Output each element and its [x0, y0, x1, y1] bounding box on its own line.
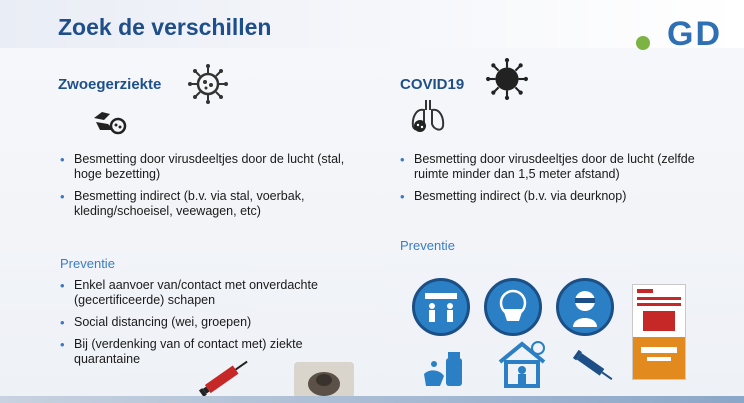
logo-text: GD [667, 15, 722, 53]
list-item: • Besmetting indirect (b.v. via deurknop) [400, 189, 720, 204]
gd-logo [632, 14, 722, 54]
left-heading: Zwoegerziekte [58, 76, 162, 93]
face-mask-icon [484, 278, 542, 336]
list-item: • Besmetting door virusdeeltjes door de lucht (stal, hoge bezetting) [60, 152, 360, 182]
virus-icon [486, 58, 528, 100]
slide-title: Zoek de verschillen [58, 14, 272, 40]
right-heading: COVID19 [400, 76, 465, 93]
list-item: • Besmetting indirect (b.v. via stal, voerbak, kleding/schoeisel, veewagen, etc) [60, 189, 360, 219]
list-item: • Enkel aanvoer van/contact met onverdachte (gecertificeerde) schapen [60, 278, 370, 308]
list-item: • Social distancing (wei, groepen) [60, 315, 370, 330]
syringe-icon [194, 356, 256, 398]
sheep-photo [294, 362, 354, 398]
list-item: • Besmetting door virusdeeltjes door de lucht (zelfde ruimte minder dan 1,5 meter afstand) [400, 152, 720, 182]
bottom-strip [0, 396, 744, 403]
social-distance-icon [412, 278, 470, 336]
syringe-icon [568, 344, 618, 388]
right-bullets [400, 152, 720, 211]
virus-icon [188, 64, 228, 104]
handwash-icon [420, 344, 472, 392]
protective-gear-icon [556, 278, 614, 336]
handshake-icon [92, 104, 128, 136]
left-prevention-heading: Preventie [60, 256, 115, 271]
list-item: • Bij (verdenking van of contact met) ziekte quarantaine [60, 337, 370, 367]
right-prevention-heading: Preventie [400, 238, 455, 253]
stay-home-icon [494, 336, 550, 392]
left-bullets [60, 152, 360, 226]
advice-poster [632, 284, 686, 380]
lungs-icon [408, 96, 448, 136]
